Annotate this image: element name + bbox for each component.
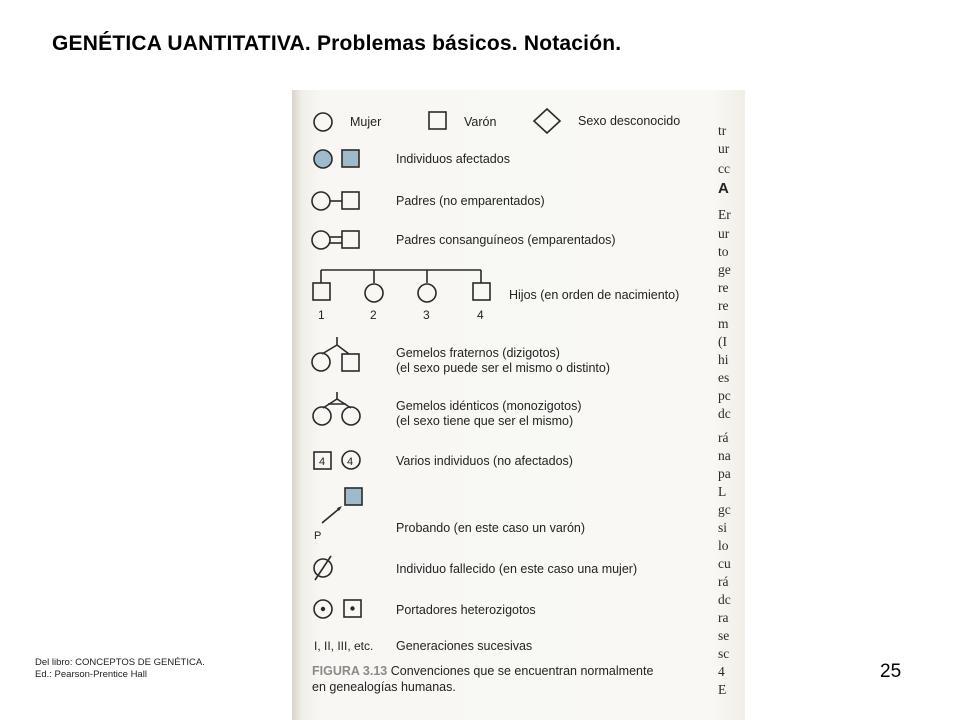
consanguineous-male-symbol [342,231,359,248]
side-text-fragment: hi [718,352,729,367]
side-text-fragment: ge [718,262,731,277]
child-3-symbol [418,284,436,302]
side-text-fragment: A [718,180,729,197]
parents-female-symbol [312,192,330,210]
side-text-fragment: ur [718,141,730,156]
label-portadores: Portadores heterozigotos [396,603,536,617]
side-text-fragment: se [718,628,730,643]
several-number-square: 4 [319,456,326,468]
label-varon: Varón [464,115,497,129]
side-text-fragment: m [718,316,729,331]
side-text-fragment: cc [718,161,730,176]
figure-drawing [292,90,745,720]
carrier-dot [350,606,354,610]
side-text-fragment: gc [718,502,731,517]
side-text-fragment: lo [718,538,729,553]
side-text-fragment: tr [718,123,727,138]
label-sexo-desconocido: Sexo desconocido [578,114,681,128]
label-fallecido: Individuo fallecido (en este caso una mujer) [396,562,638,576]
label-probando: Probando (en este caso un varón) [396,521,586,535]
side-text-fragment: dc [718,406,731,421]
side-text-fragment: to [718,244,729,259]
carrier-dot [321,607,325,611]
side-text-fragment: (I [718,334,727,349]
side-text-fragment: pa [718,466,731,481]
side-text-fragment: Er [718,207,731,222]
identical-twin-1 [313,407,331,425]
fraternal-twin-male [342,354,359,371]
side-text-fragment: ra [718,610,729,625]
child-number-2: 2 [370,308,377,322]
label-afectados: Individuos afectados [396,152,510,166]
consanguineous-female-symbol [312,231,330,249]
side-text-fragment: dc [718,592,731,607]
parents-male-symbol [342,192,359,209]
page-number: 25 [880,661,902,682]
side-text-fragment: E [718,682,727,697]
figure-caption-line2: en genealogías humanas. [312,680,456,694]
child-1-symbol [313,283,330,300]
proband-letter: P [314,530,322,542]
unknown-sex-symbol [534,109,560,133]
female-symbol [314,113,332,131]
child-4-symbol [473,283,490,300]
label-padres: Padres (no emparentados) [396,194,545,208]
child-number-3: 3 [423,308,430,322]
label-hijos: Hijos (en orden de nacimiento) [509,288,680,302]
figure-label: FIGURA 3.13 [312,664,388,678]
several-number-circle: 4 [347,456,354,468]
label-varios: Varios individuos (no afectados) [396,454,573,468]
side-text-fragment: rá [718,430,729,445]
affected-female-symbol [314,150,332,168]
pedigree-legend-figure [292,90,745,720]
label-fraternos-2: (el sexo puede ser el mismo o distinto) [396,361,610,375]
label-consanguineos: Padres consanguíneos (emparentados) [396,233,616,247]
side-text-column [718,123,731,697]
identical-twin-2 [342,407,360,425]
side-text-fragment: re [718,280,729,295]
side-text-fragment: cu [718,556,731,571]
side-text-fragment: pc [718,388,731,403]
label-fraternos-1: Gemelos fraternos (dizigotos) [396,346,560,360]
source-credit [35,657,205,681]
child-2-symbol [365,284,383,302]
label-identicos-2: (el sexo tiene que ser el mismo) [396,414,574,428]
label-generaciones: Generaciones sucesivas [396,639,533,653]
label-identicos-1: Gemelos idénticos (monozigotos) [396,399,582,413]
label-mujer: Mujer [350,115,382,129]
proband-arrow [322,508,340,523]
side-text-fragment: sc [718,646,730,661]
child-number-1: 1 [318,308,325,322]
figure-caption-line1 [312,664,653,678]
side-text-fragment: si [718,520,728,535]
side-text-fragment: es [718,370,730,385]
side-text-fragment: na [718,448,731,463]
credit-line-1: Del libro: CONCEPTOS DE GENÉTICA. [35,657,205,668]
child-number-4: 4 [477,308,484,322]
male-symbol [429,112,446,129]
side-text-fragment: 4 [718,664,725,679]
fraternal-twin-female [312,353,330,371]
side-text-fragment: L [718,484,727,499]
proband-symbol [345,488,362,505]
generation-symbols: I, II, III, etc. [314,639,374,653]
side-text-fragment: ur [718,226,730,241]
side-text-fragment: re [718,298,729,313]
page-title: GENÉTICA UANTITATIVA. Problemas básicos. Notación. [52,32,622,55]
caption-text: Convenciones que se encuentran normalmente [387,664,654,678]
credit-line-2: Ed.: Pearson-Prentice Hall [35,669,147,680]
side-text-fragment: rá [718,574,729,589]
affected-male-symbol [342,150,359,167]
